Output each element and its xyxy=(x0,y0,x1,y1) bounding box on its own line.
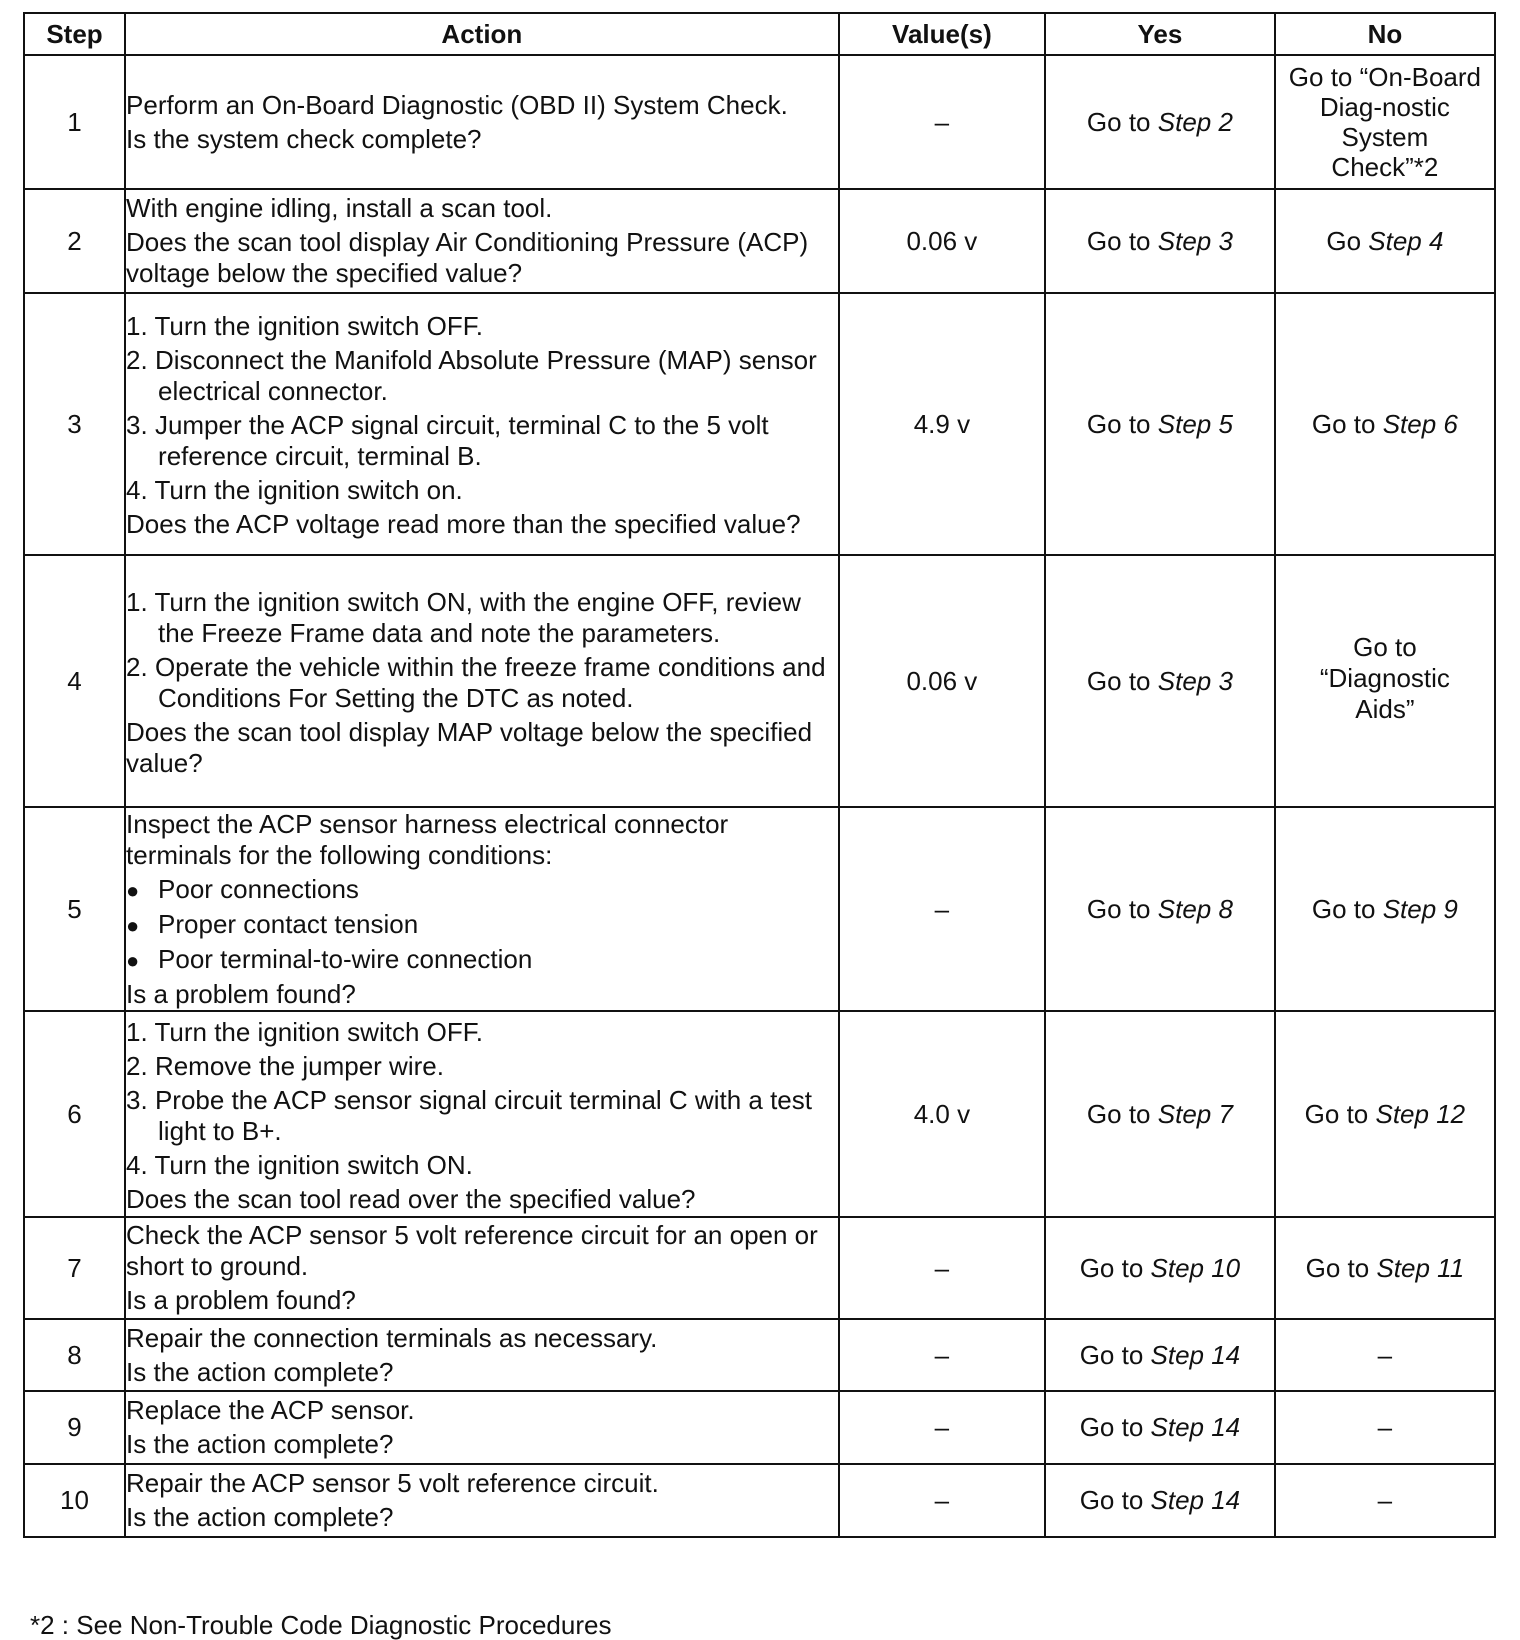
value-cell: 0.06 v xyxy=(839,189,1045,293)
no-cell xyxy=(1275,807,1495,1011)
action-cell xyxy=(125,189,839,293)
header-step: Step xyxy=(24,13,125,55)
action-text: Does the scan tool display Air Conditioning Pressure (ACP) voltage below the specified value? xyxy=(126,227,809,288)
header-no: No xyxy=(1275,13,1495,55)
numbered-item: 2. Disconnect the Manifold Absolute Pressure (MAP) sensor electrical connector. xyxy=(126,345,817,406)
header-yes: Yes xyxy=(1045,13,1275,55)
action-text: Is the system check complete? xyxy=(126,123,482,154)
yes-prefix: Go to xyxy=(1086,225,1158,256)
yes-prefix: Go to xyxy=(1086,665,1158,696)
action-text: Perform an On-Board Diagnostic (OBD II) System Check. xyxy=(126,89,788,120)
step-number: 10 xyxy=(24,1464,125,1537)
yes-step-link: Step 14 xyxy=(1150,1412,1241,1442)
yes-step-link: Step 7 xyxy=(1157,1098,1233,1129)
action-cell xyxy=(125,293,839,555)
action-text: Is the action complete? xyxy=(126,1429,394,1459)
yes-cell xyxy=(1045,1011,1275,1217)
action-text: Repair the ACP sensor 5 volt reference circuit. xyxy=(126,1468,659,1498)
yes-prefix: Go to xyxy=(1079,1485,1151,1515)
yes-cell xyxy=(1045,55,1275,189)
action-text: Is a problem found? xyxy=(126,978,356,1009)
diagnostic-table xyxy=(23,12,1496,1538)
value-cell: – xyxy=(839,807,1045,1011)
value-cell: – xyxy=(839,1464,1045,1537)
step-number: 8 xyxy=(24,1319,125,1391)
yes-cell xyxy=(1045,189,1275,293)
numbered-item: 2. Remove the jumper wire. xyxy=(126,1050,444,1081)
value-cell: – xyxy=(839,55,1045,189)
yes-step-link: Step 10 xyxy=(1150,1252,1241,1283)
no-cell: Go to “On-Board Diag-nostic System Check”*2 xyxy=(1275,55,1495,189)
action-text: Repair the connection terminals as necessary. xyxy=(126,1322,658,1353)
numbered-item: 4. Turn the ignition switch on. xyxy=(126,475,463,505)
action-text: Is a problem found? xyxy=(126,1285,356,1315)
no-step-link: Step 4 xyxy=(1368,225,1444,256)
step-number: 2 xyxy=(24,189,125,293)
value-cell: 4.9 v xyxy=(839,293,1045,555)
table-body xyxy=(24,55,1495,1537)
table-row xyxy=(24,1391,1495,1464)
no-cell xyxy=(1275,1217,1495,1319)
step-number: 9 xyxy=(24,1391,125,1464)
numbered-item: 4. Turn the ignition switch ON. xyxy=(126,1149,473,1180)
yes-step-link: Step 3 xyxy=(1157,665,1233,696)
action-cell xyxy=(125,555,839,807)
action-cell xyxy=(125,1391,839,1464)
yes-prefix: Go to xyxy=(1079,1412,1151,1442)
action-cell xyxy=(125,807,839,1011)
value-cell: 0.06 v xyxy=(839,555,1045,807)
yes-prefix: Go to xyxy=(1079,1252,1151,1283)
value-cell: – xyxy=(839,1217,1045,1319)
action-cell xyxy=(125,1464,839,1537)
yes-step-link: Step 8 xyxy=(1157,893,1233,924)
header-values: Value(s) xyxy=(839,13,1045,55)
no-cell: – xyxy=(1275,1319,1495,1391)
numbered-item: 2. Operate the vehicle within the freeze frame conditions and Conditions For Setting the DTC as noted. xyxy=(126,651,826,713)
no-cell: Go to “Diagnostic Aids” xyxy=(1275,555,1495,807)
numbered-item: 3. Probe the ACP sensor signal circuit terminal C with a test light to B+. xyxy=(126,1084,812,1146)
no-cell xyxy=(1275,189,1495,293)
yes-cell xyxy=(1045,1464,1275,1537)
no-prefix: Go to xyxy=(1311,893,1383,924)
no-cell: – xyxy=(1275,1464,1495,1537)
step-number: 4 xyxy=(24,555,125,807)
yes-cell xyxy=(1045,293,1275,555)
action-text: Check the ACP sensor 5 volt reference circuit for an open or short to ground. xyxy=(126,1220,818,1281)
value-cell: – xyxy=(839,1391,1045,1464)
table-row xyxy=(24,807,1495,1011)
step-number: 6 xyxy=(24,1011,125,1217)
yes-step-link: Step 5 xyxy=(1157,408,1233,439)
action-cell xyxy=(125,1217,839,1319)
yes-cell xyxy=(1045,1217,1275,1319)
no-prefix: Go to xyxy=(1305,1252,1377,1283)
table-row xyxy=(24,189,1495,293)
action-text: Does the scan tool read over the specified value? xyxy=(126,1183,696,1214)
yes-prefix: Go to xyxy=(1086,1098,1158,1129)
action-text: Does the ACP voltage read more than the specified value? xyxy=(126,509,801,539)
no-prefix: Go xyxy=(1326,225,1369,256)
no-cell xyxy=(1275,293,1495,555)
action-cell xyxy=(125,1011,839,1217)
numbered-item: 3. Jumper the ACP signal circuit, terminal C to the 5 volt reference circuit, terminal B. xyxy=(126,410,769,471)
numbered-item: 1. Turn the ignition switch OFF. xyxy=(126,1016,483,1047)
table-row xyxy=(24,293,1495,555)
no-step-link: Step 6 xyxy=(1382,408,1458,439)
yes-cell xyxy=(1045,1391,1275,1464)
yes-prefix: Go to xyxy=(1086,106,1158,137)
table-row xyxy=(24,55,1495,189)
no-step-link: Step 12 xyxy=(1375,1098,1466,1129)
yes-cell xyxy=(1045,555,1275,807)
numbered-item: 1. Turn the ignition switch OFF. xyxy=(126,311,483,341)
step-number: 3 xyxy=(24,293,125,555)
yes-prefix: Go to xyxy=(1086,408,1158,439)
header-action: Action xyxy=(125,13,839,55)
no-cell xyxy=(1275,1011,1495,1217)
bullet-item: ● Poor connections xyxy=(126,874,838,906)
table-row xyxy=(24,555,1495,807)
step-number: 1 xyxy=(24,55,125,189)
step-number: 7 xyxy=(24,1217,125,1319)
no-prefix: Go to xyxy=(1304,1098,1376,1129)
yes-prefix: Go to xyxy=(1079,1339,1151,1370)
table-header-row xyxy=(24,13,1495,55)
table-row xyxy=(24,1319,1495,1391)
yes-cell xyxy=(1045,1319,1275,1391)
yes-step-link: Step 14 xyxy=(1150,1339,1241,1370)
no-step-link: Step 9 xyxy=(1382,893,1458,924)
action-text: Does the scan tool display MAP voltage below the specified value? xyxy=(126,716,813,778)
table-row xyxy=(24,1464,1495,1537)
bullet-item: ● Poor terminal-to-wire connection xyxy=(126,944,838,976)
table-row xyxy=(24,1011,1495,1217)
table-row xyxy=(24,1217,1495,1319)
yes-cell xyxy=(1045,807,1275,1011)
no-cell: – xyxy=(1275,1391,1495,1464)
no-step-link: Step 11 xyxy=(1376,1252,1465,1283)
numbered-item: 1. Turn the ignition switch ON, with the engine OFF, review the Freeze Frame data and note the parameters. xyxy=(126,586,801,648)
action-cell xyxy=(125,1319,839,1391)
yes-step-link: Step 14 xyxy=(1150,1485,1241,1515)
action-cell xyxy=(125,55,839,189)
action-text: With engine idling, install a scan tool. xyxy=(126,193,553,223)
bullet-item: ● Proper contact tension xyxy=(126,909,838,941)
yes-prefix: Go to xyxy=(1086,893,1158,924)
yes-step-link: Step 2 xyxy=(1157,106,1233,137)
action-text: Inspect the ACP sensor harness electrical connector terminals for the following conditions: xyxy=(126,808,729,870)
value-cell: 4.0 v xyxy=(839,1011,1045,1217)
footnote: *2 : See Non-Trouble Code Diagnostic Procedures xyxy=(30,1610,612,1640)
step-number: 5 xyxy=(24,807,125,1011)
yes-step-link: Step 3 xyxy=(1157,225,1233,256)
no-prefix: Go to xyxy=(1311,408,1383,439)
action-text: Is the action complete? xyxy=(126,1356,394,1387)
action-text: Replace the ACP sensor. xyxy=(126,1395,415,1425)
action-text: Is the action complete? xyxy=(126,1502,394,1532)
value-cell: – xyxy=(839,1319,1045,1391)
